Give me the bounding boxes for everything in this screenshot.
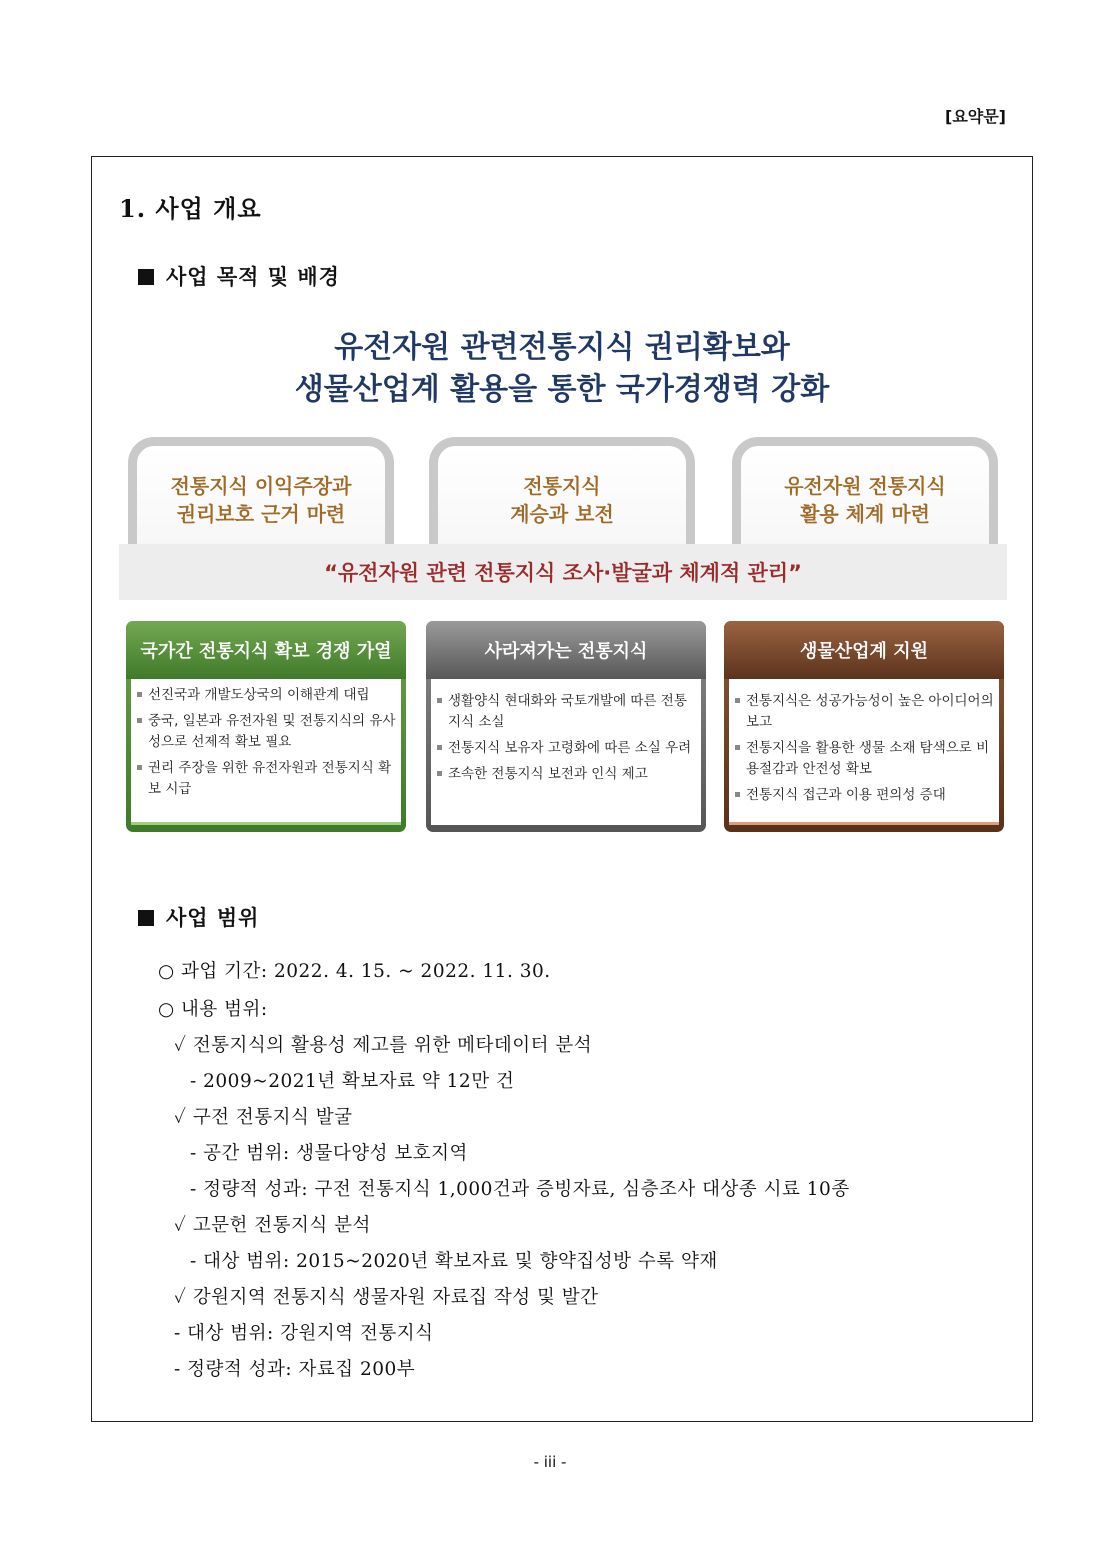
scope-line: - 정량적 성과: 구전 전통지식 1,000건과 증빙자료, 심층조사 대상종 시료 10종 (190, 1179, 850, 1200)
section-title: 1. 사업 개요 (119, 194, 262, 223)
purpose-heading-text: 사업 목적 및 배경 (166, 264, 340, 289)
card-body (729, 679, 999, 825)
project-period: ○ 과업 기간: 2022. 4. 15. ~ 2022. 11. 30. (158, 961, 551, 982)
scope-line: - 대상 범위: 강원지역 전통지식 (174, 1323, 434, 1344)
page-number: - iii - (533, 1453, 567, 1471)
goal-box-3 (732, 437, 998, 557)
goal-box-line: 계승과 보전 (510, 502, 614, 526)
scope-line: - 공간 범위: 생물다양성 보호지역 (190, 1143, 468, 1164)
purpose-heading (138, 261, 340, 291)
background-card-industry (724, 621, 1004, 832)
square-bullet-icon (138, 910, 154, 926)
card-item: 전통지식 보유자 고령화에 따른 소실 우려 (435, 738, 697, 759)
scope-line: ✓ 전통지식의 활용성 제고를 위한 메타데이터 분석 (174, 1035, 593, 1056)
card-title: 국가간 전통지식 확보 경쟁 가열 (126, 621, 406, 679)
background-card-competition (126, 621, 406, 832)
card-item: 전통지식은 성공가능성이 높은 아이디어의 보고 (733, 691, 995, 733)
scope-heading (138, 902, 259, 932)
goal-box-line: 전통지식 (523, 474, 601, 498)
summary-frame (91, 156, 1033, 1422)
card-item: 중국, 일본과 유전자원 및 전통지식의 유사성으로 선제적 확보 필요 (135, 711, 397, 753)
scope-line: - 정량적 성과: 자료집 200부 (174, 1359, 416, 1380)
card-body (431, 679, 701, 825)
main-goal-title (92, 327, 1032, 411)
goal-box-1 (128, 437, 394, 557)
scope-line: - 2009~2021년 확보자료 약 12만 건 (190, 1071, 515, 1092)
key-message-banner: “유전자원 관련 전통지식 조사·발굴과 체계적 관리” (119, 544, 1007, 600)
goal-box-2 (429, 437, 695, 557)
card-item: 전통지식을 활용한 생물 소재 탐색으로 비용절감과 안전성 확보 (733, 738, 995, 780)
goal-box-line: 유전자원 전통지식 (784, 474, 946, 498)
card-body (131, 679, 401, 825)
card-item: 생활양식 현대화와 국토개발에 따른 전통지식 소실 (435, 691, 697, 733)
card-item: 권리 주장을 위한 유전자원과 전통지식 확보 시급 (135, 758, 397, 800)
card-title: 사라져가는 전통지식 (426, 621, 706, 679)
goal-box-line: 활용 체계 마련 (800, 502, 930, 526)
main-goal-line-1: 유전자원 관련전통지식 권리확보와 (334, 330, 790, 365)
goal-box-line: 권리보호 근거 마련 (176, 502, 346, 526)
card-item: 선진국과 개발도상국의 이해관계 대립 (135, 685, 397, 706)
scope-line: ✓ 구전 전통지식 발굴 (174, 1107, 353, 1128)
card-title: 생물산업계 지원 (724, 621, 1004, 679)
main-goal-line-2: 생물산업계 활용을 통한 국가경쟁력 강화 (294, 372, 830, 407)
square-bullet-icon (138, 269, 154, 285)
scope-line: ✓ 고문헌 전통지식 분석 (174, 1215, 371, 1236)
scope-line: - 대상 범위: 2015~2020년 확보자료 및 향약집성방 수록 약재 (190, 1251, 718, 1272)
scope-heading-text: 사업 범위 (166, 905, 260, 930)
card-item: 전통지식 접근과 이용 편의성 증대 (733, 785, 995, 806)
goal-box-line: 전통지식 이익주장과 (170, 474, 352, 498)
document-type-tag: [요약문] (945, 107, 1006, 126)
card-item: 조속한 전통지식 보전과 인식 제고 (435, 764, 697, 785)
content-scope-label: ○ 내용 범위: (158, 999, 268, 1020)
scope-line: ✓ 강원지역 전통지식 생물자원 자료집 작성 및 발간 (174, 1287, 599, 1308)
background-card-vanishing (426, 621, 706, 832)
